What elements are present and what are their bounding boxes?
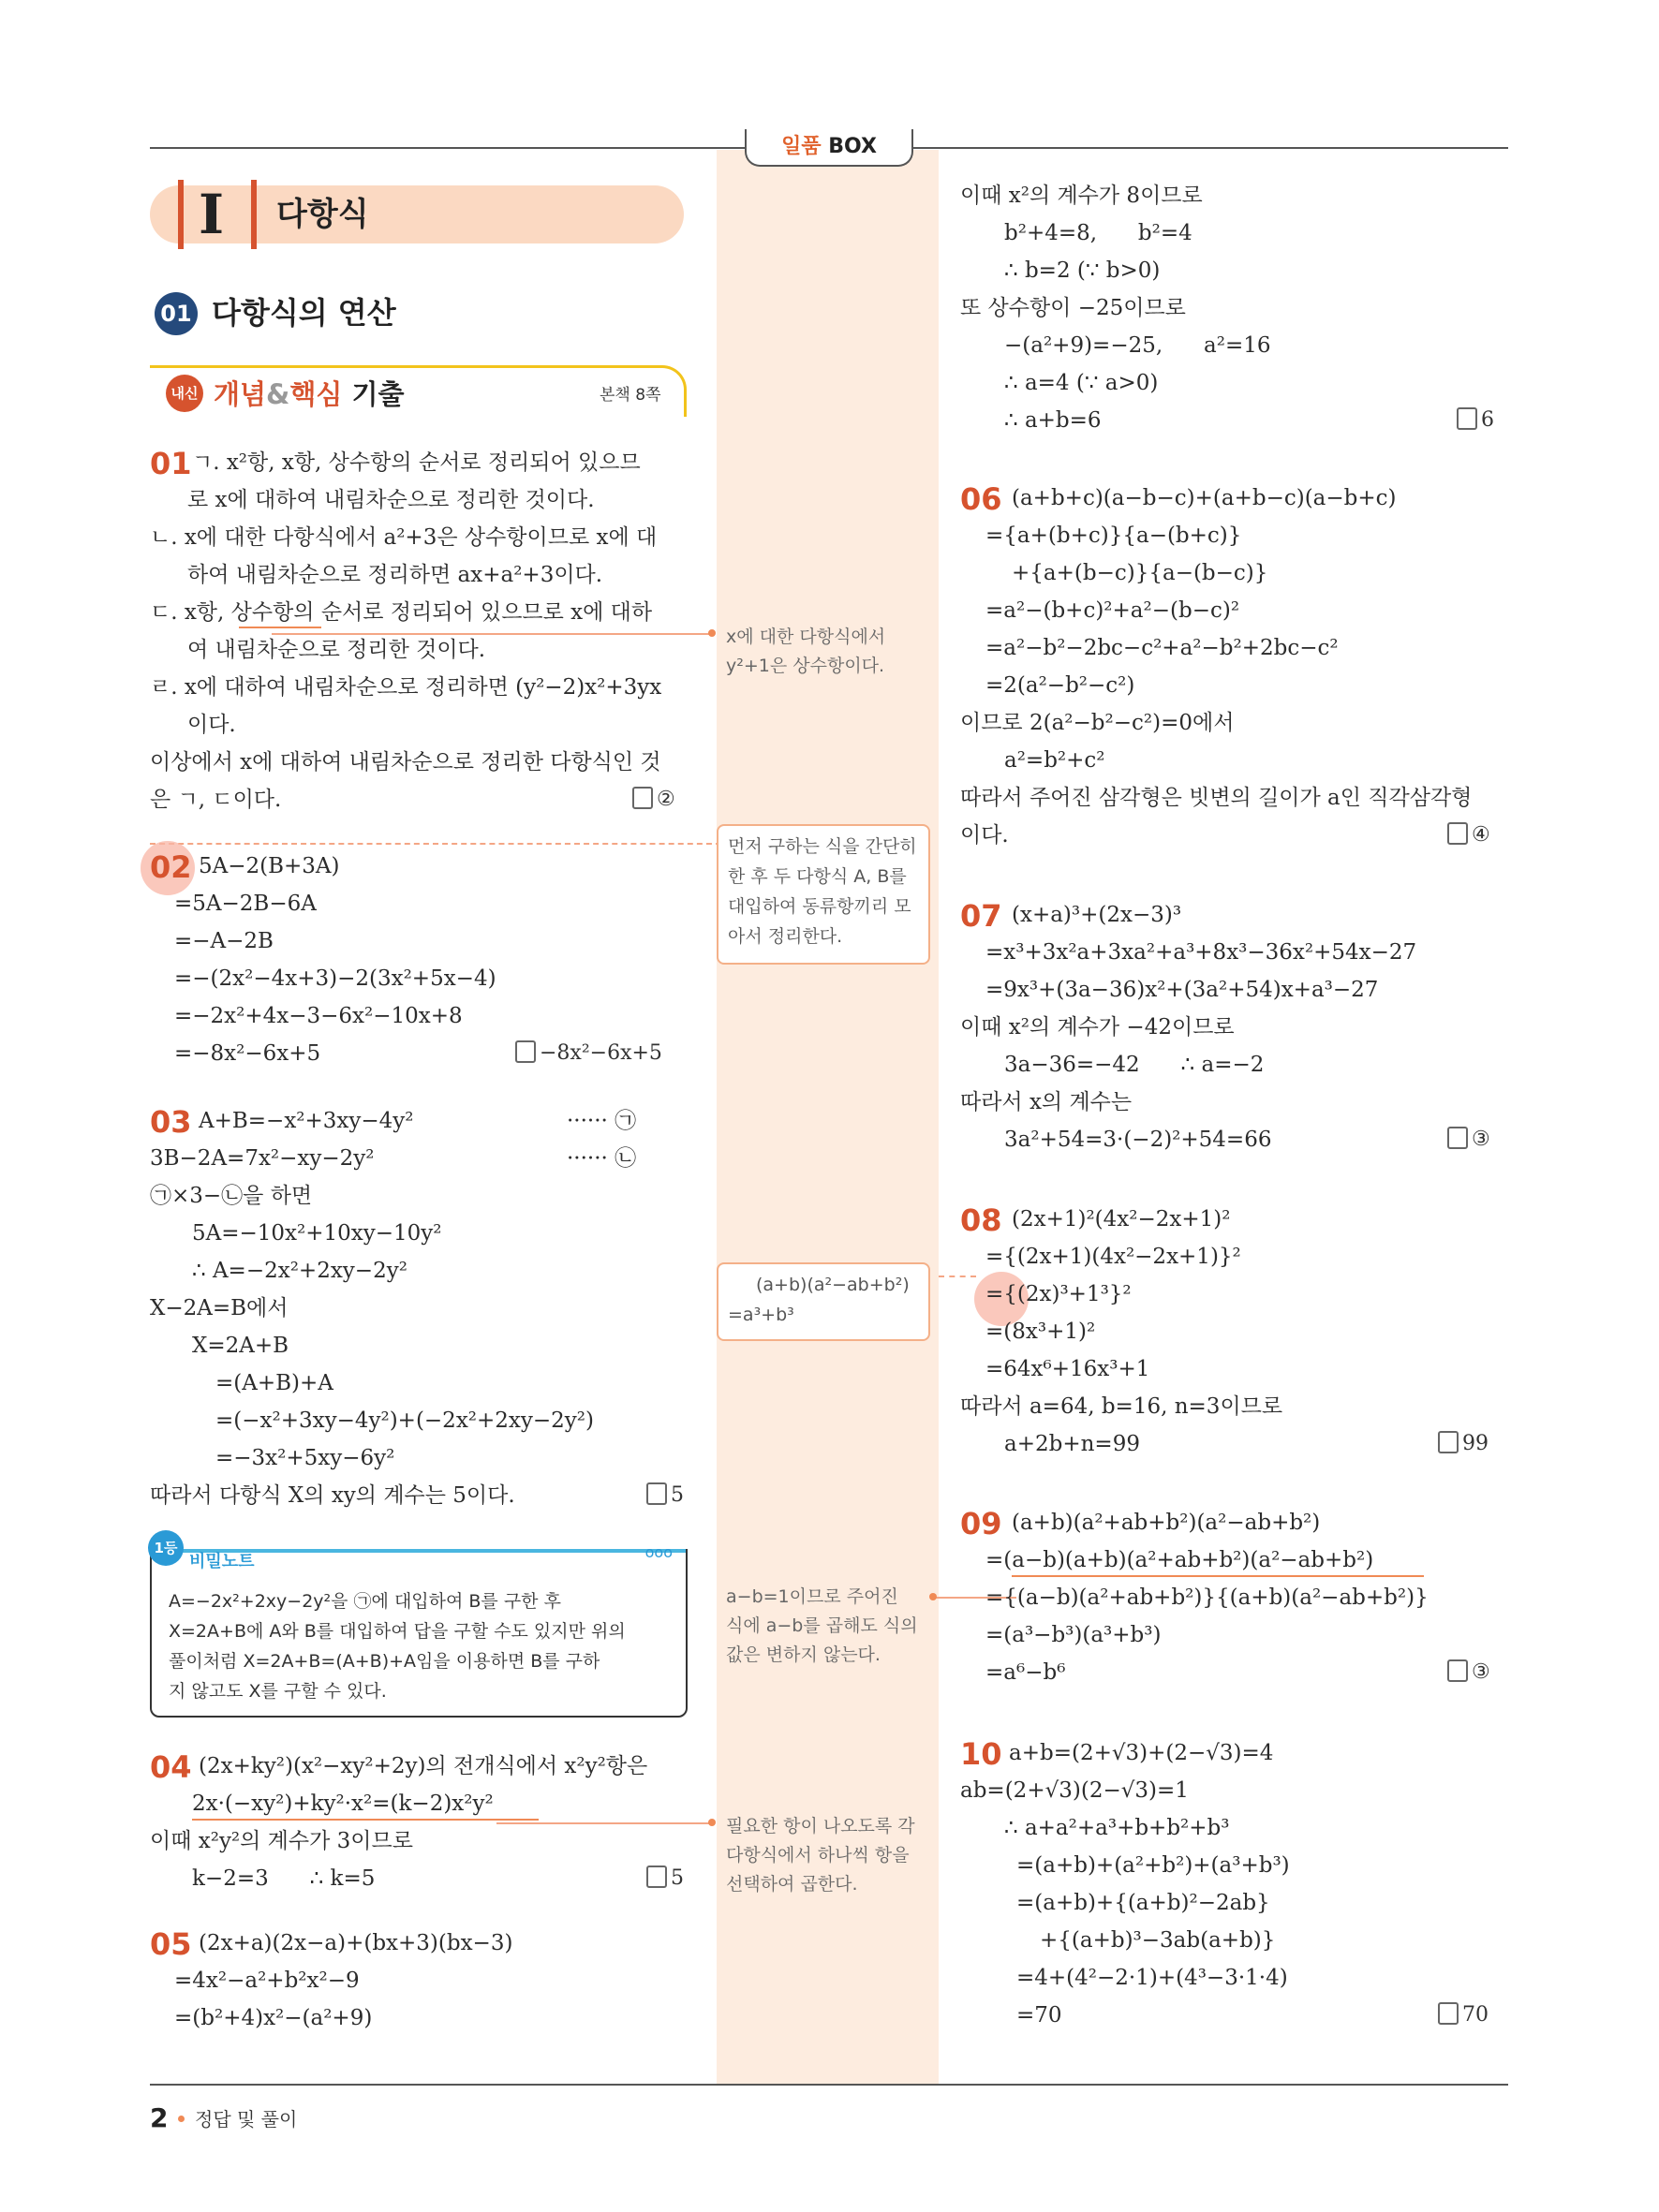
margin-note-line: a−b=1이므로 주어진 <box>726 1586 898 1607</box>
footer-label: 정답 및 풀이 <box>195 2108 298 2131</box>
solution-line: 로 x에 대하여 내림차순으로 정리한 것이다. <box>187 488 595 512</box>
solution-line: 또 상수항이 −25이므로 <box>960 296 1186 320</box>
banner-title <box>214 374 405 415</box>
answer <box>1438 1999 1489 2031</box>
solution-line: =(b²+4)x²−(a²+9) <box>174 2006 373 2030</box>
solution-line: (x+a)³+(2x−3)³ <box>1012 903 1182 927</box>
note-line: =a³+b³ <box>728 1305 794 1325</box>
answer-icon <box>515 1040 536 1063</box>
separator-dashed <box>150 843 721 845</box>
solution-line: ㄴ. x에 대한 다항식에서 a²+3은 상수항이므로 x에 대 <box>150 525 658 550</box>
banner-word1: 개념 <box>214 378 267 410</box>
note-leader-dot <box>708 629 716 637</box>
note-leader-dot <box>708 1819 716 1826</box>
solution-line: =2(a²−b²−c²) <box>985 673 1135 698</box>
solution-line: −(a²+9)=−25, a²=16 <box>1004 333 1271 358</box>
solution-line: =a⁶−b⁶ <box>985 1660 1066 1685</box>
solution-line: (a+b)(a²+ab+b²)(a²−ab+b²) <box>1012 1511 1321 1535</box>
margin-note-line: y²+1은 상수항이다. <box>726 656 885 676</box>
margin-note-line: 필요한 항이 나오도록 각 <box>726 1816 915 1836</box>
answer <box>1447 819 1490 851</box>
solution-line: 이때 x²의 계수가 8이므로 <box>960 184 1203 208</box>
footer-dot-icon <box>178 2116 185 2122</box>
middle-note-column <box>717 150 939 2084</box>
solution-line: =(8x³+1)² <box>985 1320 1096 1344</box>
page-number: 2 <box>150 2102 169 2133</box>
margin-note <box>726 1812 932 1899</box>
answer-icon <box>1447 1127 1468 1149</box>
answer <box>646 1480 684 1512</box>
margin-note-line: 값은 변하지 않는다. <box>726 1644 881 1665</box>
chapter-number: I <box>199 183 225 246</box>
note-leader-dot <box>929 1593 937 1600</box>
solution-line: ㄱ. x²항, x항, 상수항의 순서로 정리되어 있으므 <box>192 450 641 475</box>
banner-page-ref: 본책 8쪽 <box>600 386 661 405</box>
problem-number: 05 <box>150 1926 192 1962</box>
solution-line: =70 <box>1016 2003 1062 2028</box>
solution-line: 따라서 x의 계수는 <box>960 1090 1133 1114</box>
answer <box>515 1038 662 1069</box>
solution-line: X−2A=B에서 <box>150 1296 289 1320</box>
answer <box>1457 405 1494 436</box>
bottom-rule <box>150 2084 1508 2086</box>
answer-icon <box>1438 2002 1459 2025</box>
solution-line: ab=(2+√3)(2−√3)=1 <box>960 1778 1189 1803</box>
answer <box>646 1863 684 1895</box>
box-tab <box>745 129 913 167</box>
answer-icon <box>646 1865 667 1888</box>
secret-note-topbar <box>180 1549 686 1553</box>
solution-line: +{a+(b−c)}{a−(b−c)} <box>1012 561 1268 585</box>
solution-line: ={(2x+1)(4x²−2x+1)}² <box>985 1245 1241 1269</box>
solution-line: =(A+B)+A <box>215 1371 333 1395</box>
answer-icon <box>646 1482 667 1505</box>
solution-line: =−A−2B <box>174 929 274 953</box>
solution-line: 2x·(−xy²)+ky²·x²=(k−2)x²y² <box>192 1792 494 1816</box>
margin-note-line: 다항식에서 하나씩 항을 <box>726 1845 910 1865</box>
section-title: 다항식의 연산 <box>212 295 396 331</box>
solution-line: +{(a+b)³−3ab(a+b)} <box>1040 1928 1276 1953</box>
decoration-icon: ooo <box>644 1543 673 1561</box>
banner-amp: & <box>266 378 290 410</box>
answer-icon <box>1447 1659 1468 1682</box>
problem-number: 07 <box>960 898 1002 934</box>
solution-line: a²=b²+c² <box>1004 748 1105 773</box>
answer-icon <box>1447 822 1468 845</box>
problem-number: 04 <box>150 1749 192 1785</box>
solution-line: k−2=3 ∴ k=5 <box>192 1866 376 1891</box>
highlight-underline <box>1012 1575 1424 1577</box>
answer-value: ③ <box>1472 1660 1490 1684</box>
solution-line: =a²−(b+c)²+a²−(b−c)² <box>985 598 1240 623</box>
answer <box>1447 1657 1490 1688</box>
solution-line: 이다. <box>187 713 236 737</box>
solution-line: =(a³−b³)(a³+b³) <box>985 1623 1162 1647</box>
answer-icon <box>1438 1431 1459 1453</box>
answer-value: 70 <box>1462 2003 1489 2027</box>
solution-line: 따라서 a=64, b=16, n=3이므로 <box>960 1394 1283 1419</box>
solution-line: =−(2x²−4x+3)−2(3x²+5x−4) <box>174 966 496 991</box>
solution-line: X=2A+B <box>192 1334 289 1358</box>
solution-line: 따라서 다항식 X의 xy의 계수는 5이다. <box>150 1483 515 1508</box>
problem-number: 03 <box>150 1104 192 1140</box>
problem-number: 02 <box>150 849 192 885</box>
margin-note-line: 선택하여 곱한다. <box>726 1874 858 1895</box>
problem-number: 08 <box>960 1202 1002 1238</box>
solution-line: A+B=−x²+3xy−4y² <box>199 1109 414 1133</box>
answer <box>1447 1124 1490 1156</box>
answer-value: 5 <box>671 1483 684 1507</box>
secret-note-text <box>169 1586 674 1706</box>
banner-word3: 기출 <box>351 378 405 410</box>
note-line: 한 후 두 다항식 A, B를 <box>728 866 907 887</box>
solution-line: (2x+ky²)(x²−xy²+2y)의 전개식에서 x²y²항은 <box>199 1754 648 1778</box>
solution-line: =64x⁶+16x³+1 <box>985 1357 1150 1381</box>
note-line: 아서 정리한다. <box>728 926 843 947</box>
equation-mark: ······ ㉠ <box>567 1109 637 1133</box>
solution-line: (2x+a)(2x−a)+(bx+3)(bx−3) <box>199 1931 513 1955</box>
secret-note-label: 비밀노트 <box>189 1552 255 1571</box>
margin-note-line: 식에 a−b를 곱해도 식의 <box>726 1615 918 1636</box>
solution-line: ㉠×3−㉡을 하면 <box>150 1184 313 1208</box>
solution-line: =−8x²−6x+5 <box>174 1041 321 1066</box>
chapter-bar-left <box>178 180 184 249</box>
note-line: 대입하여 동류항끼리 모 <box>728 896 911 917</box>
solution-line: =4+(4²−2·1)+(4³−3·1·4) <box>1016 1966 1288 1990</box>
banner-word2: 핵심 <box>289 378 343 410</box>
solution-line: ∴ A=−2x²+2xy−2y² <box>192 1259 407 1283</box>
solution-line: 3a²+54=3·(−2)²+54=66 <box>1004 1128 1272 1152</box>
margin-note <box>726 1583 932 1670</box>
margin-note-line: x에 대한 다항식에서 <box>726 627 886 647</box>
solution-line: ∴ a+b=6 <box>1004 408 1102 433</box>
box-label-dark: BOX <box>828 135 877 158</box>
solution-line: =4x²−a²+b²x²−9 <box>174 1969 360 1993</box>
solution-line: ={a+(b+c)}{a−(b+c)} <box>985 524 1242 548</box>
solution-line: 5A=−10x²+10xy−10y² <box>192 1221 442 1246</box>
problem-number: 01 <box>150 446 192 481</box>
solution-line: 이때 x²의 계수가 −42이므로 <box>960 1015 1235 1040</box>
solution-line: =x³+3x²a+3xa²+a³+8x³−36x²+54x−27 <box>985 940 1417 965</box>
solution-line: (2x+1)²(4x²−2x+1)² <box>1012 1207 1231 1231</box>
margin-note <box>726 623 932 681</box>
solution-line: a+b=(2+√3)+(2−√3)=4 <box>1009 1741 1274 1765</box>
solution-line: 여 내림차순으로 정리한 것이다. <box>187 638 486 662</box>
solution-line: ∴ a+a²+a³+b+b²+b³ <box>1004 1816 1230 1840</box>
secret-note-box <box>150 1540 688 1718</box>
highlight-underline <box>192 1819 539 1821</box>
solution-line: ㄹ. x에 대하여 내림차순으로 정리하면 (y²−2)x²+3yx <box>150 675 662 700</box>
note-leader-line <box>272 633 712 635</box>
problem-number: 09 <box>960 1506 1002 1541</box>
note-leader-line <box>496 1822 712 1824</box>
solution-line: 이상에서 x에 대하여 내림차순으로 정리한 다항식인 것 <box>150 750 661 774</box>
solution-line: =5A−2B−6A <box>174 892 317 916</box>
answer-value: 6 <box>1481 408 1494 432</box>
solution-line: a+2b+n=99 <box>1004 1432 1140 1456</box>
solution-line: 3B−2A=7x²−xy−2y² <box>150 1146 375 1171</box>
secret-note-line: 풀이처럼 X=2A+B=(A+B)+A임을 이용하면 B를 구하 <box>169 1651 600 1672</box>
note-line: (a+b)(a²−ab+b²) <box>756 1275 910 1295</box>
solution-line: 이므로 2(a²−b²−c²)=0에서 <box>960 711 1235 735</box>
note-box <box>717 824 930 965</box>
solution-line: =−3x²+5xy−6y² <box>215 1446 395 1470</box>
note-line: 먼저 구하는 식을 간단히 <box>728 836 917 857</box>
solution-line: ∴ b=2 (∵ b>0) <box>1004 258 1161 283</box>
answer-icon <box>1457 407 1477 430</box>
solution-line: ㄷ. x항, 상수항의 순서로 정리되어 있으므로 x에 대하 <box>150 600 653 625</box>
solution-line: =(a−b)(a+b)(a²+ab+b²)(a²−ab+b²) <box>985 1548 1374 1572</box>
grade-icon: 1등급 <box>148 1530 184 1566</box>
solution-line: =−2x²+4x−3−6x²−10x+8 <box>174 1004 463 1028</box>
equation-mark: ······ ㉡ <box>567 1146 637 1171</box>
highlight-underline <box>239 627 321 628</box>
note-box <box>717 1262 930 1341</box>
answer-value: ③ <box>1472 1128 1490 1151</box>
solution-line: =9x³+(3a−36)x²+(3a²+54)x+a³−27 <box>985 978 1379 1002</box>
box-label-orange: 일품 <box>781 135 822 158</box>
answer <box>1438 1428 1489 1460</box>
solution-line: ={(2x)³+1³}² <box>985 1282 1132 1306</box>
solution-line: 은 ㄱ, ㄷ이다. <box>150 788 282 812</box>
solution-line: =(a+b)+(a²+b²)+(a³+b³) <box>1016 1853 1290 1878</box>
banner-icon: 내신 <box>166 375 203 412</box>
chapter-header <box>150 183 684 246</box>
chapter-bar-right <box>251 180 257 249</box>
solution-line: (a+b+c)(a−b−c)+(a+b−c)(a−b+c) <box>1012 486 1397 510</box>
section-number: 01 <box>155 292 198 335</box>
solution-line: =(−x²+3xy−4y²)+(−2x²+2xy−2y²) <box>215 1408 594 1433</box>
solution-line: =(a+b)+{(a+b)²−2ab} <box>1016 1891 1270 1915</box>
solution-line: 이때 x²y²의 계수가 3이므로 <box>150 1829 413 1853</box>
answer-value: ④ <box>1472 823 1490 847</box>
solution-line: 3a−36=−42 ∴ a=−2 <box>1004 1053 1265 1077</box>
problem-number: 06 <box>960 481 1002 517</box>
chapter-title: 다항식 <box>276 196 369 233</box>
solution-line: 5A−2(B+3A) <box>199 854 340 878</box>
answer-icon <box>632 787 653 809</box>
solution-line: 따라서 주어진 삼각형은 빗변의 길이가 a인 직각삼각형 <box>960 786 1473 810</box>
solution-line: ={(a−b)(a²+ab+b²)}{(a+b)(a²−ab+b²)} <box>985 1585 1429 1610</box>
secret-note-line: 지 않고도 X를 구할 수 있다. <box>169 1681 387 1702</box>
answer <box>632 784 675 816</box>
answer-value: 99 <box>1462 1432 1489 1455</box>
secret-note-line: X=2A+B에 A와 B를 대입하여 답을 구할 수도 있지만 위의 <box>169 1621 626 1642</box>
secret-note-line: A=−2x²+2xy−2y²을 ㉠에 대입하여 B를 구한 후 <box>169 1591 561 1612</box>
note-dashed-leader <box>939 1276 976 1277</box>
solution-line: 이다. <box>960 823 1009 848</box>
solution-line: 하여 내림차순으로 정리하면 ax+a²+3이다. <box>187 563 603 587</box>
answer-value: ② <box>657 788 675 811</box>
solution-line: b²+4=8, b²=4 <box>1004 221 1192 245</box>
answer-value: −8x²−6x+5 <box>540 1041 662 1065</box>
solution-line: ∴ a=4 (∵ a>0) <box>1004 371 1159 395</box>
answer-value: 5 <box>671 1866 684 1890</box>
solution-line: =a²−b²−2bc−c²+a²−b²+2bc−c² <box>985 636 1339 660</box>
problem-number: 10 <box>960 1736 1002 1772</box>
